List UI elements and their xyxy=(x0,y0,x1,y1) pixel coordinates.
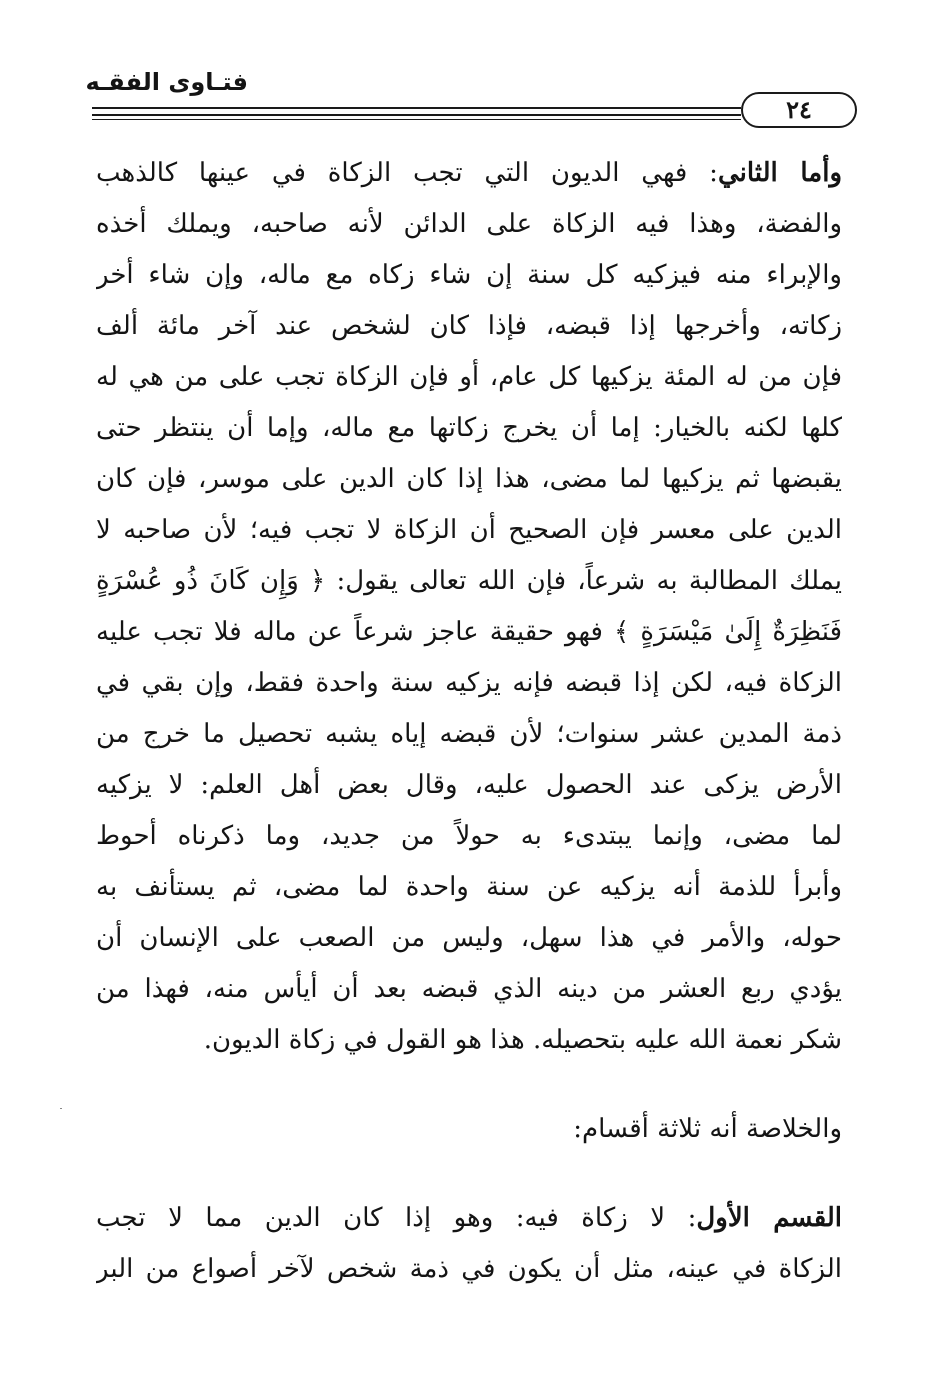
text-line: والفضة، وهذا فيه الزكاة على الدائن لأنه صاحبه، ويملك أخذه xyxy=(96,209,842,239)
running-header-title: فتـاوى الفقـه xyxy=(85,68,248,96)
text-line: يقبضها ثم يزكيها لما مضى، هذا إذا كان الدين على موسر، فإن كان xyxy=(96,464,842,494)
scan-mark xyxy=(60,1108,62,1109)
text-line xyxy=(96,1193,842,1244)
text-run: فهو حقيقة عاجز شرعاً عن ماله فلا تجب عليه xyxy=(96,617,603,647)
paragraph-gap xyxy=(96,1155,842,1193)
text-line: لما مضى، وإنما يبتدىء به حولاً من جديد، وما ذكرناه أحوط xyxy=(96,821,842,851)
text-line: الدين على معسر فإن الصحيح أن الزكاة لا تجب فيه؛ لأن صاحبه لا xyxy=(96,515,842,545)
section-lead: وأما الثاني xyxy=(717,158,842,188)
text-line: الزكاة فيه، لكن إذا قبضه فإنه يزكيه سنة واحدة فقط، وإن بقي في xyxy=(96,668,842,698)
paragraph-gap xyxy=(96,1066,842,1104)
text-line: والإبراء منه فيزكيه كل سنة إن شاء زكاه مع ماله، وإن شاء أخر xyxy=(96,260,842,290)
text-line xyxy=(96,556,842,607)
quran-verse: فَنَظِرَةٌ إِلَىٰ مَيْسَرَةٍ ﴾ xyxy=(614,617,842,647)
text-line xyxy=(96,148,842,199)
page-number-badge: ٢٤ xyxy=(741,92,857,128)
summary-line: والخلاصة أنه ثلاثة أقسام: xyxy=(573,1114,842,1144)
text-line xyxy=(96,607,842,658)
text-line: حوله، والأمر في هذا سهل، وليس من الصعب على الإنسان أن xyxy=(96,923,842,953)
quran-verse: ﴿ وَإِن كَانَ ذُو عُسْرَةٍ xyxy=(96,566,326,596)
text-line: شكر نعمة الله عليه بتحصيله. هذا هو القول في زكاة الديون. xyxy=(203,1025,842,1055)
text-line: يؤدي ربع العشر من دينه الذي قبضه بعد أن أيأس منه، فهذا من xyxy=(96,974,842,1004)
text-line: الأرض يزكى عند الحصول عليه، وقال بعض أهل العلم: لا يزكيه xyxy=(96,770,842,800)
text-line: ذمة المدين عشر سنوات؛ لأن قبضه إياه يشبه تحصيل ما خرج من xyxy=(96,719,842,749)
header-rule xyxy=(92,107,741,109)
text-run: : فهي الديون التي تجب الزكاة في عينها كالذهب xyxy=(96,158,718,188)
text-line: الزكاة في عينه، مثل أن يكون في ذمة شخص لآخر أصواع من البر xyxy=(96,1254,842,1284)
header-rule xyxy=(92,119,741,120)
text-line: زكاته، وأخرجها إذا قبضه، فإذا كان لشخص عند آخر مائة ألف xyxy=(96,311,842,341)
text-line: وأبرأ للذمة أنه يزكيه عن سنة واحدة لما مضى، ثم يستأنف به xyxy=(96,872,842,902)
text-line: فإن من له المئة يزكيها كل عام، أو فإن الزكاة تجب على من هي له xyxy=(96,362,842,392)
text-run: : لا زكاة فيه: وهو إذا كان الدين مما لا تجب xyxy=(96,1203,697,1233)
header-rule xyxy=(92,114,741,116)
text-run: يملك المطالبة به شرعاً، فإن الله تعالى يقول: xyxy=(336,566,842,596)
text-line: كلها لكنه بالخيار: إما أن يخرج زكاتها مع ماله، وإما أن ينتظر حتى xyxy=(96,413,842,443)
section-lead: القسم الأول xyxy=(696,1203,842,1233)
page-body xyxy=(96,148,842,1295)
